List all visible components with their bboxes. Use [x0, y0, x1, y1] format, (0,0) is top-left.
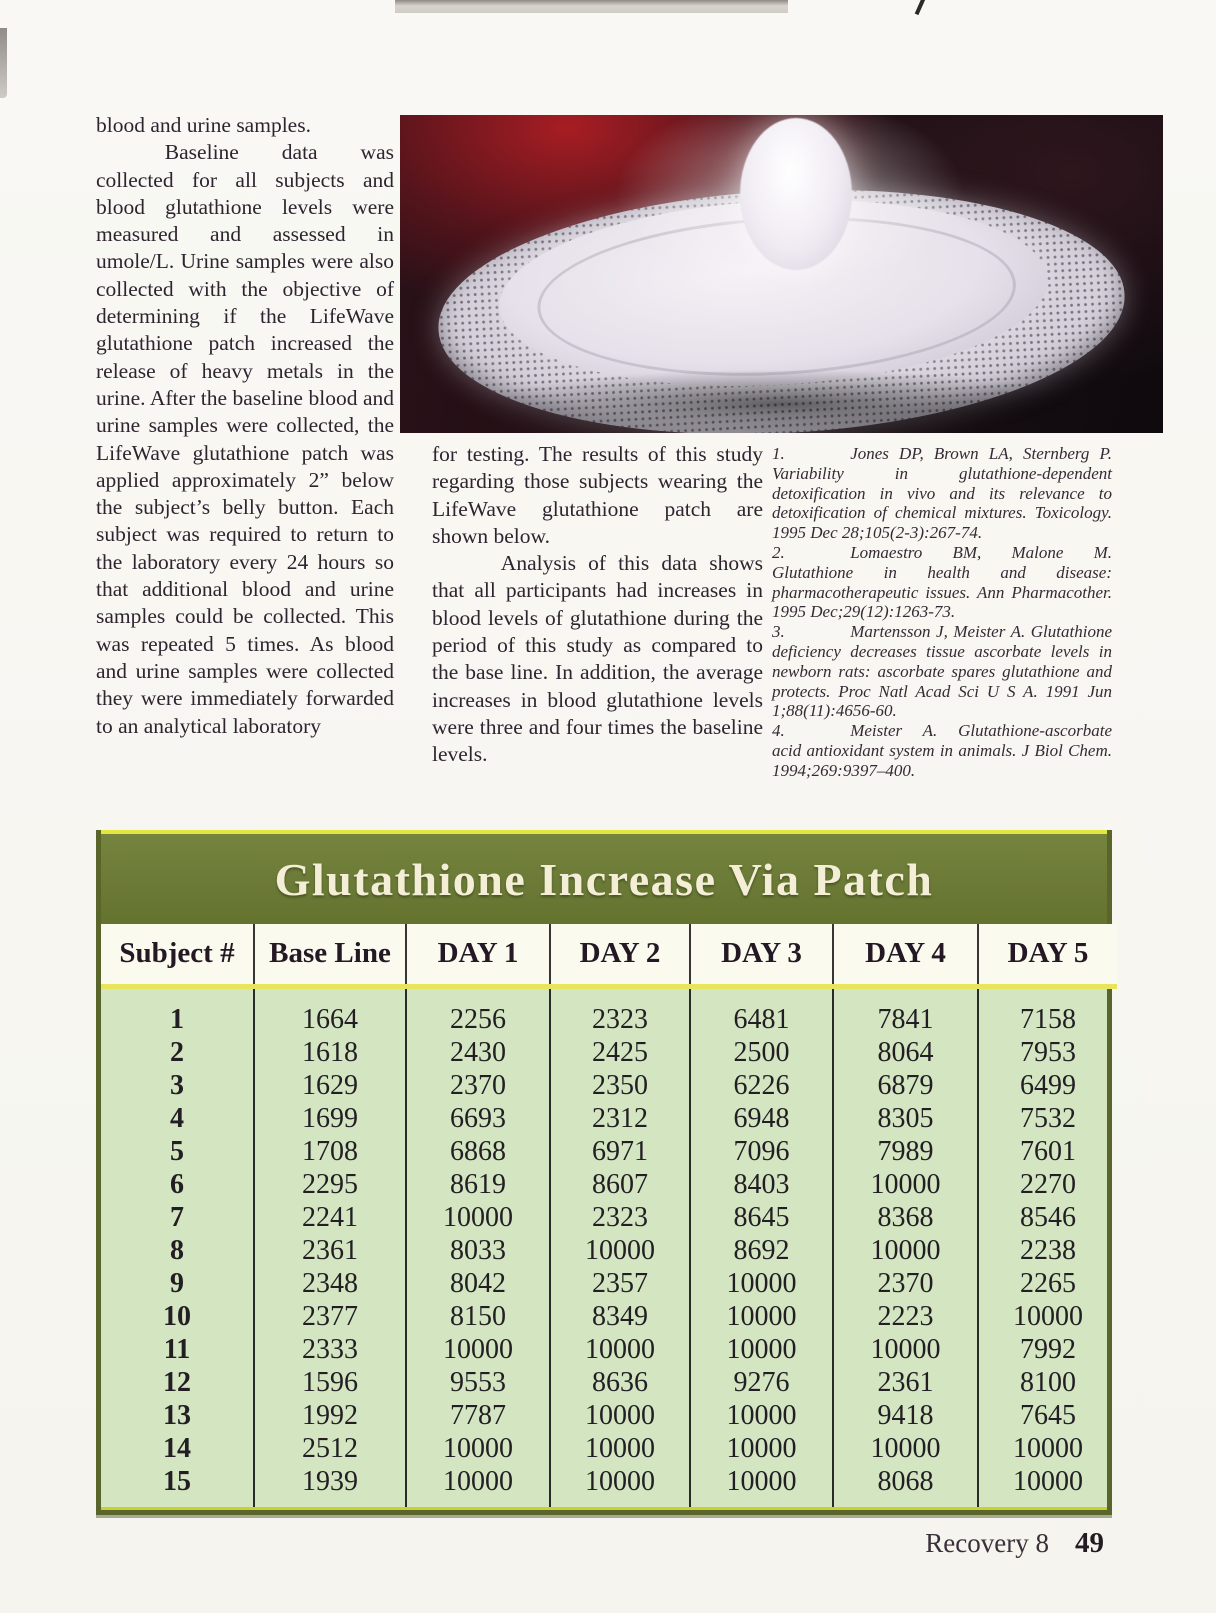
column-header: DAY 1	[406, 924, 550, 986]
subject-number: 3	[170, 1069, 184, 1101]
patch-center-dome	[740, 118, 852, 270]
column-header: DAY 2	[550, 924, 690, 986]
table-title: Glutathione Increase Via Patch	[274, 853, 934, 905]
glutathione-value: 10000	[690, 1465, 833, 1507]
references-column	[772, 444, 1112, 781]
glutathione-value: 8619	[406, 1168, 550, 1201]
glutathione-value: 1664	[254, 986, 406, 1036]
glutathione-value: 2361	[254, 1234, 406, 1267]
subject-number: 5	[170, 1135, 184, 1167]
glutathione-value: 10000	[690, 1399, 833, 1432]
glutathione-value: 2265	[978, 1267, 1117, 1300]
glutathione-value: 6971	[550, 1135, 690, 1168]
reference-text: Jones DP, Brown LA, Sternberg P. Variability in glutathione-dependent detoxification in vivo and its relevance to detoxification of chemical mixtures. Toxicology. 1995 Dec 28;105(2-3):267-74.	[772, 444, 1112, 543]
paragraph-analysis: Analysis of this data shows that all participants had increases in blood levels of glutathione during the period of this study as compared to the base line. In addition, the average increases in blood glutathione levels were three and four times the baseline levels.	[432, 551, 763, 767]
paragraph-baseline-data: Baseline data was collected for all subjects and blood glutathione levels were measured and assessed in umole/L. Urine samples were also collected with the objective of determining if the LifeWave glutathione patch increased the release of heavy metals in the urine. After the baseline blood and urine samples were collected, the LifeWave glutathione patch was applied approximately 2” below the subject’s belly button. Each subject was required to return to the laboratory every 24 hours so that additional blood and urine samples could be collected. This was repeated 5 times. As blood and urine samples were collected they were immediately forwarded to an analytical laboratory	[96, 140, 394, 738]
glutathione-value: 7953	[978, 1036, 1117, 1069]
glutathione-value: 10000	[690, 1432, 833, 1465]
glutathione-value: 2377	[254, 1300, 406, 1333]
subject-number: 1	[170, 1003, 184, 1035]
glutathione-value: 1939	[254, 1465, 406, 1507]
table-row	[101, 1267, 1117, 1300]
subject-number: 7	[170, 1201, 184, 1233]
glutathione-value: 9553	[406, 1366, 550, 1399]
glutathione-value: 10000	[978, 1432, 1117, 1465]
subject-number: 10	[163, 1300, 191, 1332]
glutathione-value: 7645	[978, 1399, 1117, 1432]
glutathione-value: 8692	[690, 1234, 833, 1267]
article-left-column	[96, 112, 394, 740]
glutathione-value: 7601	[978, 1135, 1117, 1168]
reference-number: 1.	[772, 444, 785, 463]
scan-left-edge-artifact	[0, 28, 7, 98]
glutathione-value: 10000	[690, 1333, 833, 1366]
reference-text: Martensson J, Meister A. Glutathione deficiency decreases tissue ascorbate levels in newborn rats: ascorbate spares glutathione and protects. Proc Natl Acad Sci U S A. 1991 Jun 1;88(11):4656-60.	[772, 622, 1112, 721]
subject-number: 2	[170, 1036, 184, 1068]
glutathione-value: 2430	[406, 1036, 550, 1069]
glutathione-value: 10000	[550, 1234, 690, 1267]
article-middle-column	[432, 441, 763, 769]
reference-1	[772, 444, 1112, 543]
subject-number: 14	[163, 1432, 191, 1464]
glutathione-value: 10000	[690, 1267, 833, 1300]
reference-number: 2.	[772, 542, 785, 562]
table-row	[101, 1168, 1117, 1201]
glutathione-value: 8100	[978, 1366, 1117, 1399]
glutathione-table-head-row	[101, 924, 1117, 986]
subject-number: 9	[170, 1267, 184, 1299]
glutathione-value: 8636	[550, 1366, 690, 1399]
glutathione-value: 2323	[550, 986, 690, 1036]
glutathione-value: 1629	[254, 1069, 406, 1102]
glutathione-value: 10000	[978, 1465, 1117, 1507]
reference-number: 4.	[772, 721, 785, 741]
page-number: 49	[1075, 1527, 1104, 1559]
page-footer	[925, 1527, 1104, 1560]
reference-text: Meister A. Glutathione-ascorbate acid antioxidant system in animals. J Biol Chem. 1994;269:9397–400.	[772, 721, 1112, 780]
glutathione-value: 2323	[550, 1201, 690, 1234]
column-header: Subject #	[101, 924, 254, 986]
paragraph-results: for testing. The results of this study regarding those subjects wearing the LifeWave glutathione patch are shown below.	[432, 442, 763, 548]
glutathione-value: 9418	[833, 1399, 978, 1432]
glutathione-value: 2357	[550, 1267, 690, 1300]
glutathione-value: 2425	[550, 1036, 690, 1069]
table-row	[101, 1102, 1117, 1135]
patch-shadow	[476, 369, 1086, 433]
table-row	[101, 1069, 1117, 1102]
glutathione-value: 8064	[833, 1036, 978, 1069]
glutathione-value: 6693	[406, 1102, 550, 1135]
glutathione-value: 2223	[833, 1300, 978, 1333]
subject-number: 13	[163, 1399, 191, 1431]
subject-number: 6	[170, 1168, 184, 1200]
scan-edge-artifact	[395, 0, 788, 13]
reference-3	[772, 622, 1112, 721]
glutathione-value: 2312	[550, 1102, 690, 1135]
glutathione-value: 6481	[690, 986, 833, 1036]
glutathione-value: 10000	[833, 1168, 978, 1201]
table-row	[101, 1201, 1117, 1234]
glutathione-table	[101, 924, 1117, 1507]
table-row	[101, 986, 1117, 1036]
glutathione-value: 2241	[254, 1201, 406, 1234]
glutathione-value: 9276	[690, 1366, 833, 1399]
subject-number: 12	[163, 1366, 191, 1398]
glutathione-value: 2500	[690, 1036, 833, 1069]
glutathione-value: 7992	[978, 1333, 1117, 1366]
glutathione-value: 10000	[833, 1432, 978, 1465]
glutathione-value: 2333	[254, 1333, 406, 1366]
table-row	[101, 1399, 1117, 1432]
glutathione-value: 6868	[406, 1135, 550, 1168]
table-row	[101, 1432, 1117, 1465]
table-row	[101, 1333, 1117, 1366]
subject-number: 15	[163, 1465, 191, 1497]
column-header: DAY 3	[690, 924, 833, 986]
scan-slash-mark	[915, 0, 926, 15]
glutathione-value: 7532	[978, 1102, 1117, 1135]
reference-text: Lomaestro BM, Malone M. Glutathione in health and disease: pharmacotherapeutic issues. Ann Pharmacother. 1995 Dec;29(12):1263-73.	[772, 542, 1112, 622]
glutathione-value: 8033	[406, 1234, 550, 1267]
glutathione-value: 1992	[254, 1399, 406, 1432]
patch-photo	[400, 115, 1163, 433]
glutathione-value: 1699	[254, 1102, 406, 1135]
column-header: DAY 4	[833, 924, 978, 986]
table-row	[101, 1135, 1117, 1168]
subject-number: 4	[170, 1102, 184, 1134]
column-header: Base Line	[254, 924, 406, 986]
glutathione-value: 7841	[833, 986, 978, 1036]
journal-title: Recovery 8	[925, 1528, 1049, 1558]
subject-number: 11	[163, 1333, 191, 1365]
glutathione-table-body	[101, 986, 1117, 1507]
glutathione-value: 6226	[690, 1069, 833, 1102]
glutathione-value: 2512	[254, 1432, 406, 1465]
glutathione-value: 8349	[550, 1300, 690, 1333]
glutathione-value: 8068	[833, 1465, 978, 1507]
glutathione-value: 8607	[550, 1168, 690, 1201]
glutathione-value: 7158	[978, 986, 1117, 1036]
glutathione-value: 10000	[406, 1432, 550, 1465]
glutathione-value: 2270	[978, 1168, 1117, 1201]
glutathione-value: 10000	[690, 1300, 833, 1333]
table-title-bar	[101, 834, 1107, 924]
glutathione-value: 2348	[254, 1267, 406, 1300]
glutathione-value: 10000	[550, 1465, 690, 1507]
glutathione-value: 8305	[833, 1102, 978, 1135]
table-row	[101, 1036, 1117, 1069]
paragraph-fragment: blood and urine samples.	[96, 113, 311, 137]
reference-number: 3.	[772, 622, 785, 642]
glutathione-value: 6879	[833, 1069, 978, 1102]
glutathione-value: 8403	[690, 1168, 833, 1201]
glutathione-value: 10000	[406, 1201, 550, 1234]
table-row	[101, 1465, 1117, 1507]
reference-4	[772, 721, 1112, 780]
glutathione-value: 8546	[978, 1201, 1117, 1234]
glutathione-value: 10000	[833, 1234, 978, 1267]
table-row	[101, 1366, 1117, 1399]
table-bottom-accent-line	[101, 1507, 1107, 1510]
subject-number: 8	[170, 1234, 184, 1266]
glutathione-value: 8645	[690, 1201, 833, 1234]
glutathione-value: 10000	[978, 1300, 1117, 1333]
glutathione-value: 2256	[406, 986, 550, 1036]
glutathione-value: 10000	[406, 1333, 550, 1366]
glutathione-value: 2350	[550, 1069, 690, 1102]
glutathione-value: 2238	[978, 1234, 1117, 1267]
reference-2	[772, 543, 1112, 622]
glutathione-value: 2361	[833, 1366, 978, 1399]
glutathione-value: 1618	[254, 1036, 406, 1069]
glutathione-value: 10000	[550, 1333, 690, 1366]
glutathione-value: 1708	[254, 1135, 406, 1168]
table-row	[101, 1234, 1117, 1267]
glutathione-value: 10000	[550, 1399, 690, 1432]
glutathione-value: 7096	[690, 1135, 833, 1168]
glutathione-value: 2370	[406, 1069, 550, 1102]
table-row	[101, 1300, 1117, 1333]
glutathione-value: 10000	[833, 1333, 978, 1366]
glutathione-value: 7989	[833, 1135, 978, 1168]
glutathione-value: 8150	[406, 1300, 550, 1333]
glutathione-value: 10000	[550, 1432, 690, 1465]
glutathione-value: 7787	[406, 1399, 550, 1432]
glutathione-value: 8042	[406, 1267, 550, 1300]
glutathione-value: 10000	[406, 1465, 550, 1507]
glutathione-value: 2370	[833, 1267, 978, 1300]
glutathione-value: 2295	[254, 1168, 406, 1201]
glutathione-value: 1596	[254, 1366, 406, 1399]
glutathione-value: 6948	[690, 1102, 833, 1135]
glutathione-table-container	[96, 830, 1112, 1515]
column-header: DAY 5	[978, 924, 1117, 986]
glutathione-value: 8368	[833, 1201, 978, 1234]
glutathione-value: 6499	[978, 1069, 1117, 1102]
